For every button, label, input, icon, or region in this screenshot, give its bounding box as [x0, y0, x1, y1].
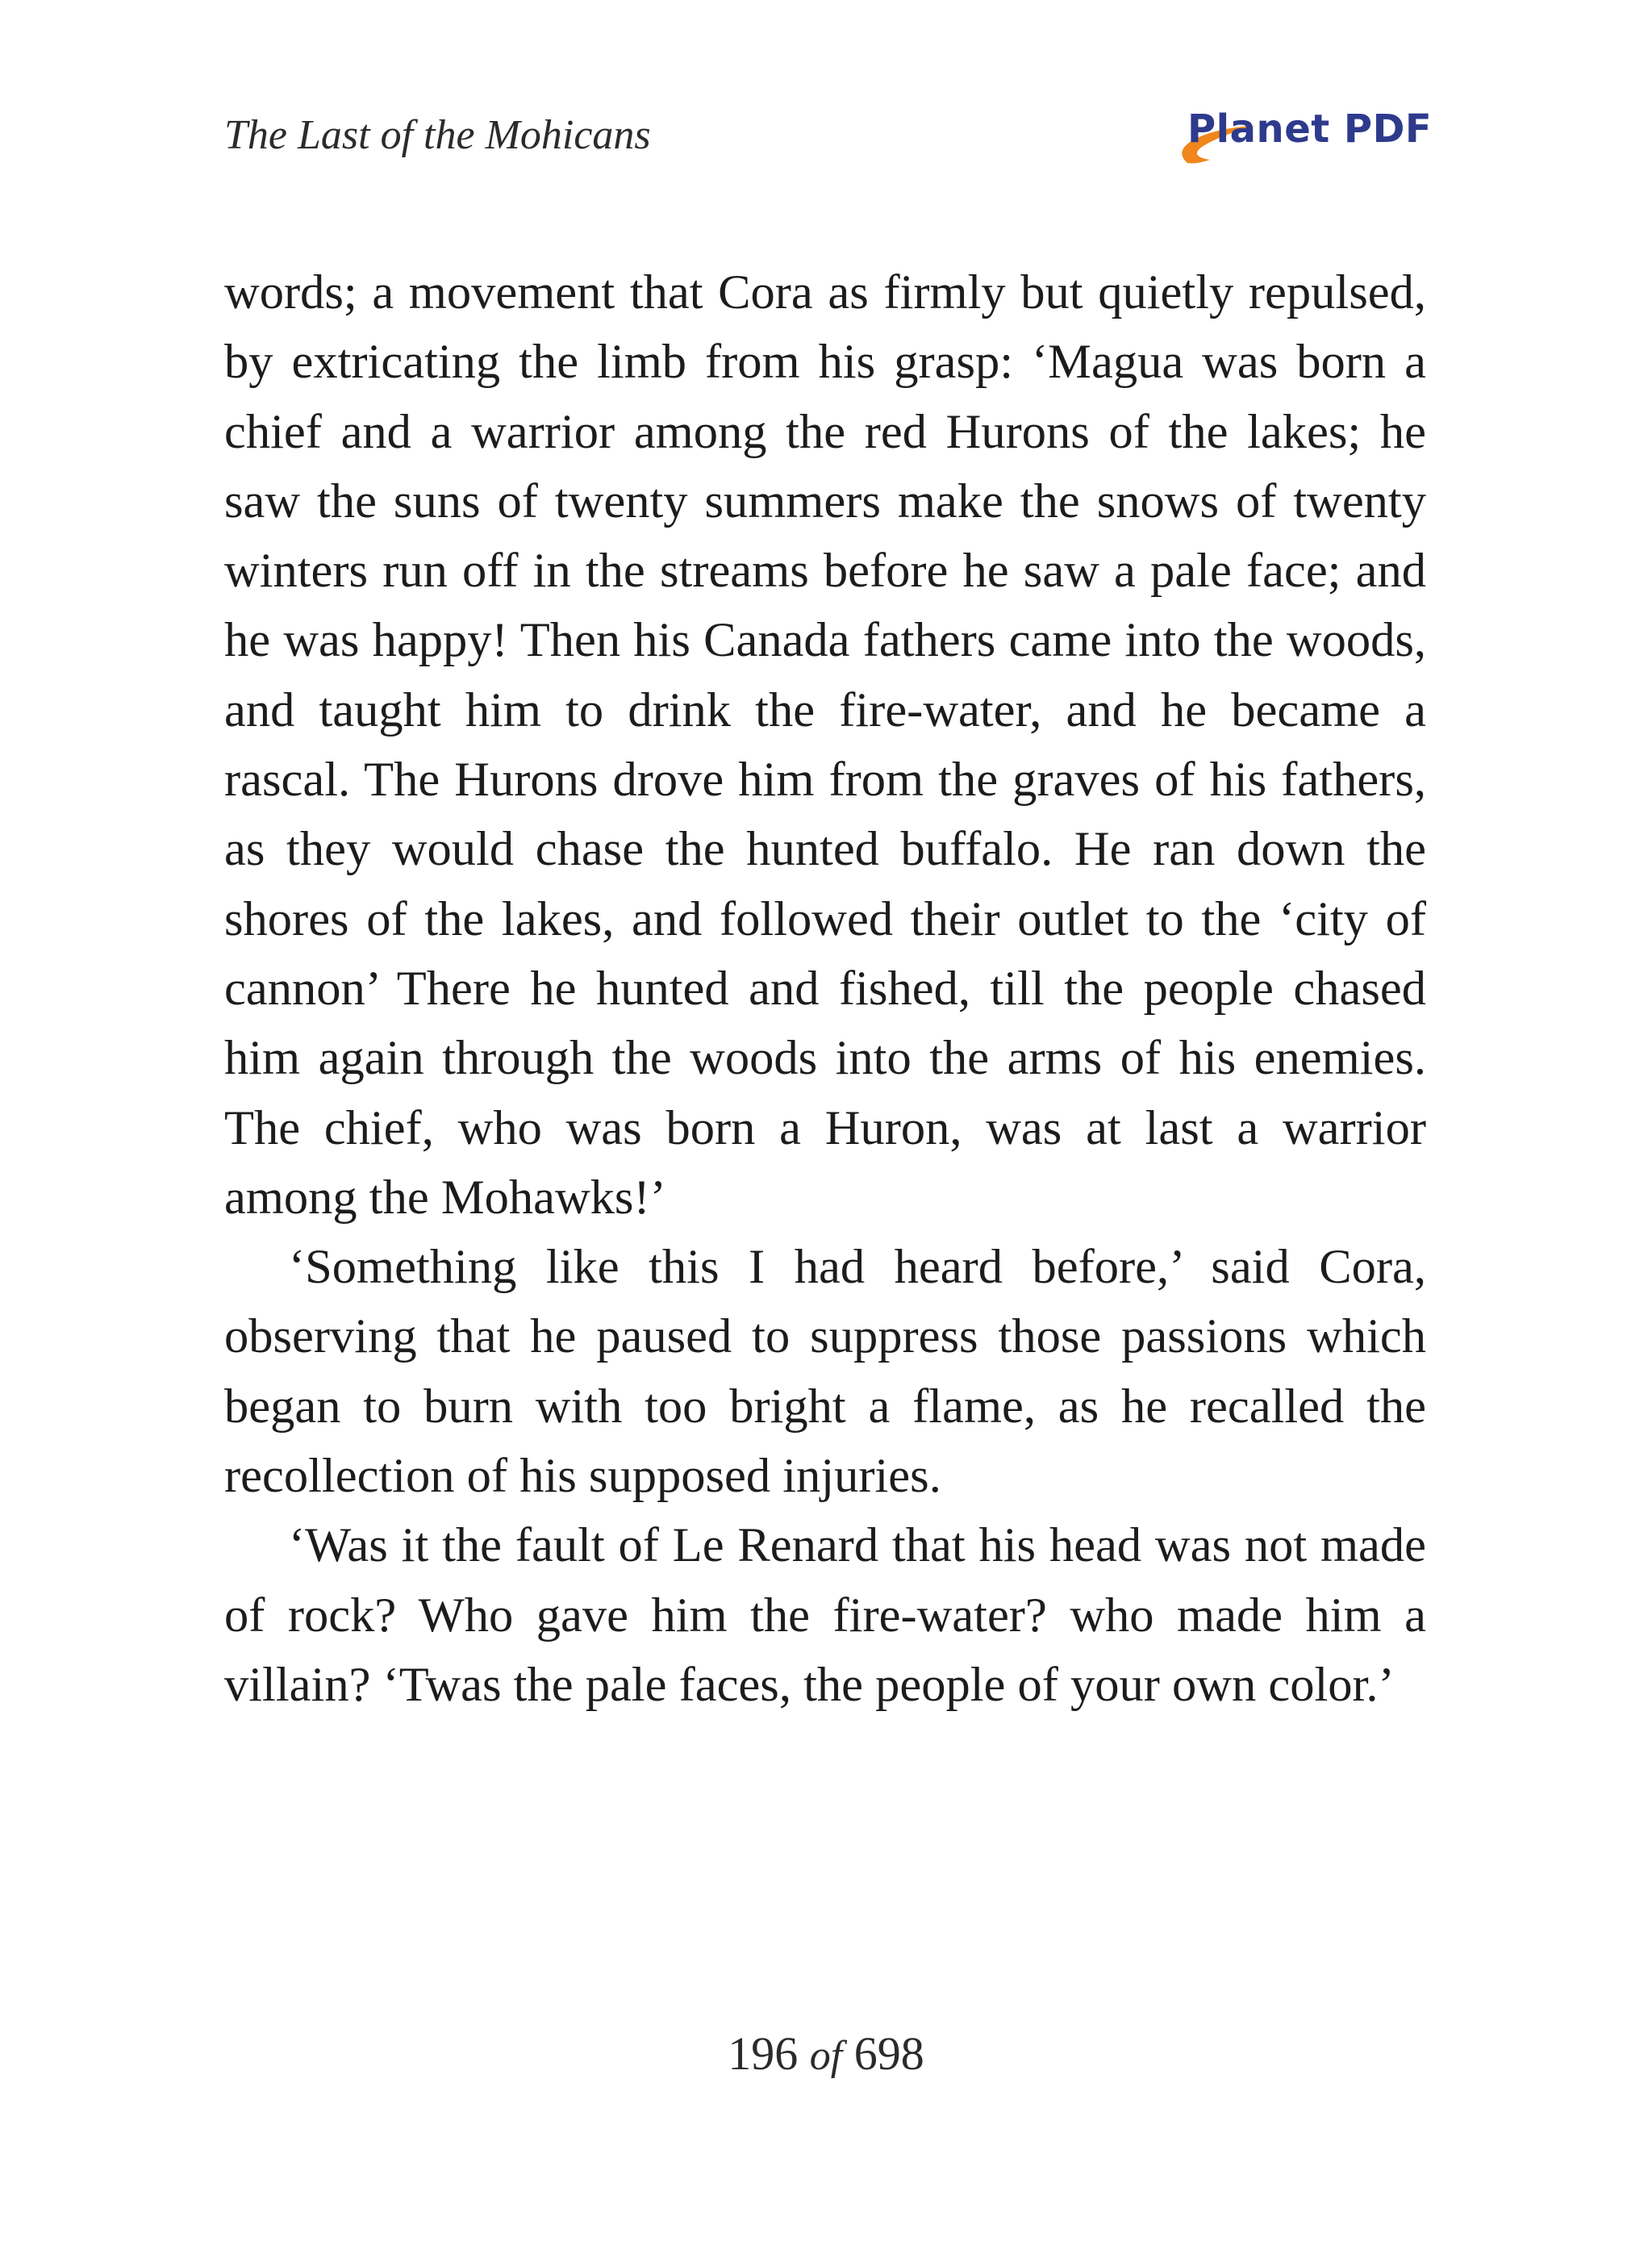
paragraph: words; a movement that Cora as firmly but quietly repulsed, by extricating the limb from his grasp: ‘Magua was born a chief and a warrior among the red Hurons of the lakes; he saw the suns of twenty summers make the snows of twenty winters run off in the streams before he saw a pale face; and he was happy! Then his Canada fathers came into the woods, and taught him to drink the fire-water, and he became a rascal. The Hurons drove him from the graves of his fathers, as they would chase the hunted buffalo. He ran down the shores of the lakes, and followed their outlet to the ‘city of cannon’ There he hunted and fished, till the people chased him again through the woods into the arms of his enemies. The chief, who was born a Huron, was at last a warrior among the Mohawks!’	[224, 265, 1426, 1225]
paragraph: ‘Something like this I had heard before,’ said Cora, observing that he paused to suppress those passions which began to burn with too bright a flame, as he recalled the recollection of his supposed injuries.	[224, 1240, 1426, 1504]
paragraph: ‘Was it the fault of Le Renard that his head was not made of rock? Who gave him the fire-water? who made him a villain? ‘Twas the pale faces, the people of your own color.’	[224, 1518, 1426, 1712]
planet-pdf-logo	[1160, 103, 1433, 168]
logo-text: Planet PDF	[1187, 106, 1433, 152]
total-pages: 698	[853, 2027, 924, 2080]
book-title: The Last of the Mohicans	[224, 112, 651, 158]
body-text	[224, 258, 1426, 1720]
page-number	[0, 2027, 1652, 2081]
current-page: 196	[728, 2027, 799, 2080]
page-header	[224, 103, 1433, 176]
page-separator: of	[809, 2033, 843, 2079]
